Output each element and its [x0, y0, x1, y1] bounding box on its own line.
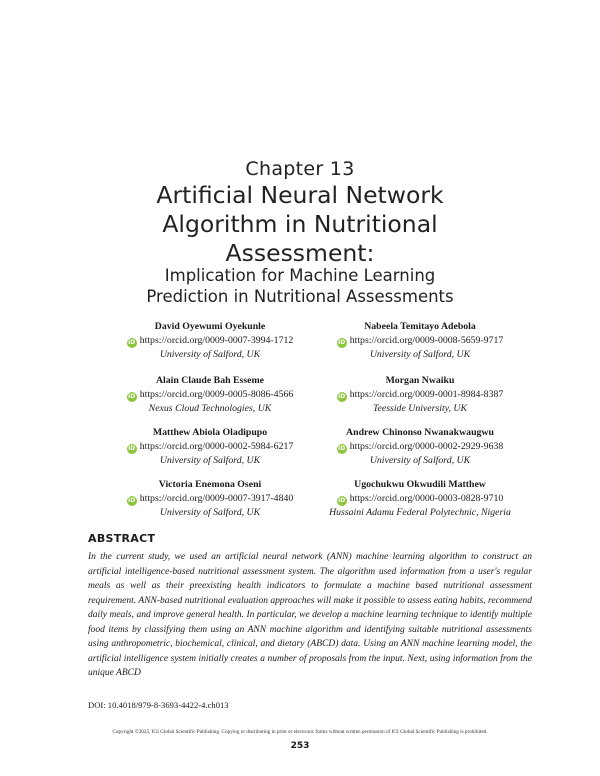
author-affiliation: Hussaini Adamu Federal Polytechnic, Nigeria: [329, 507, 511, 518]
chapter-subtitle-line: Implication for Machine Learning: [164, 266, 436, 285]
orcid-icon: iD: [338, 445, 346, 452]
chapter-subtitle: [0, 265, 600, 307]
author-block: [270, 478, 570, 520]
author-affiliation: University of Salford, UK: [369, 455, 471, 466]
orcid-link[interactable]: https://orcid.org/0009-0008-5659-9717: [349, 335, 504, 346]
chapter-title-line: Artificial Neural Network: [156, 181, 444, 209]
orcid-icon: iD: [128, 445, 136, 452]
abstract-heading: ABSTRACT: [88, 532, 156, 545]
chapter-title-line: Assessment:: [225, 239, 375, 267]
orcid-link[interactable]: https://orcid.org/0009-0001-8984-8387: [349, 389, 504, 400]
author-name: David Oyewumi Oyekunle: [154, 321, 266, 332]
doi-line[interactable]: DOI: 10.4018/979-8-3693-4422-4.ch013: [88, 700, 229, 710]
author-affiliation: University of Salford, UK: [159, 507, 261, 518]
author-affiliation: University of Salford, UK: [159, 349, 261, 360]
chapter-title-line: Algorithm in Nutritional: [162, 210, 438, 238]
page-number: 253: [290, 741, 310, 751]
orcid-icon: iD: [338, 497, 346, 504]
author-block: [270, 374, 570, 416]
orcid-link[interactable]: https://orcid.org/0009-0007-3994-1712: [139, 335, 294, 346]
author-name: Matthew Abiola Oladipupo: [152, 427, 268, 438]
author-block: [270, 320, 570, 362]
author-name: Nabeela Temitayo Adebola: [364, 321, 476, 332]
orcid-link[interactable]: https://orcid.org/0000-0002-5984-6217: [139, 441, 294, 452]
orcid-link[interactable]: https://orcid.org/0009-0007-3917-4840: [139, 493, 294, 504]
author-name: Morgan Nwaiku: [385, 375, 455, 386]
author-affiliation: University of Salford, UK: [369, 349, 471, 360]
author-list: [0, 320, 600, 520]
orcid-icon: iD: [128, 393, 136, 400]
author-block: [270, 426, 570, 468]
orcid-icon: iD: [338, 393, 346, 400]
author-affiliation: Nexus Cloud Technologies, UK: [148, 403, 272, 414]
orcid-link[interactable]: https://orcid.org/0000-0003-0828-9710: [349, 493, 504, 504]
author-orcid[interactable]: [270, 440, 570, 454]
author-name: Ugochukwu Okwudili Matthew: [354, 479, 486, 490]
abstract-text: In the current study, we used an artificial neural network (ANN) machine learning algorithm to construct an artificial intelligence-based nutritional assessment system. The algorithm used information from a user's regular meals as well as their preexisting health indicators to formulate a machine based nutritional assessment requirement. ANN-based nutritional evaluation approaches will make it possible to assess eating habits, recommend daily meals, and improve general health. In particular, we develop a machine learning technique to identify multiple food items by classifying them using an ANN machine algorithm and identifying suitable nutritional assessments using anthropometric, biochemical, clinical, and dietary (ABCD) data. Using an ANN machine learning model, the artificial intelligence system initially creates a number of proposals from the input. Next, using information from the unique ABCD: [88, 552, 532, 678]
chapter-title: [0, 181, 600, 268]
orcid-icon: iD: [338, 339, 346, 346]
author-orcid[interactable]: [270, 334, 570, 348]
orcid-icon: iD: [128, 497, 136, 504]
copyright-notice: Copyright ©2025, IGI Global Scientific Publishing. Copying or distributing in print or electronic forms without written permission of IGI Global Scientific Publishing is prohibited.: [112, 729, 488, 735]
orcid-link[interactable]: https://orcid.org/0000-0002-2929-9638: [349, 441, 504, 452]
orcid-link[interactable]: https://orcid.org/0009-0005-8086-4566: [139, 389, 294, 400]
chapter-subtitle-line: Prediction in Nutritional Assessments: [146, 287, 454, 306]
author-name: Alain Claude Bah Esseme: [155, 375, 265, 386]
author-orcid[interactable]: [270, 492, 570, 506]
orcid-icon: iD: [128, 339, 136, 346]
chapter-number: Chapter 13: [245, 158, 355, 180]
author-name: Andrew Chinonso Nwanakwaugwu: [346, 427, 494, 438]
author-affiliation: Teesside University, UK: [372, 403, 468, 414]
author-orcid[interactable]: [270, 388, 570, 402]
author-affiliation: University of Salford, UK: [159, 455, 261, 466]
author-name: Victoria Enemona Oseni: [158, 479, 262, 490]
